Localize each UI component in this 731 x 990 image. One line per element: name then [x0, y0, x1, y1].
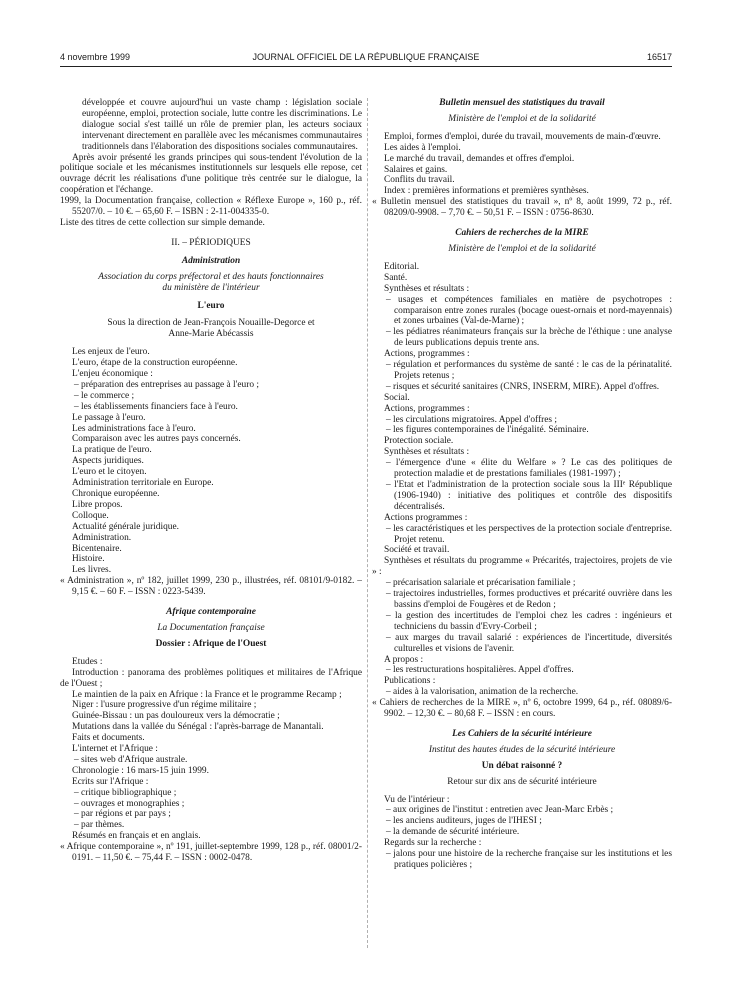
list-item: L'enjeu économique : — [72, 369, 153, 380]
list-item: Editorial. — [384, 261, 420, 272]
list-item: – par régions et par pays ; — [74, 809, 171, 820]
list-item: Regards sur la recherche : — [384, 838, 482, 849]
list-item: L'internet et l'Afrique : — [72, 744, 158, 755]
list-item: Publications : — [384, 676, 436, 687]
list-item: – les circulations migratoires. Appel d'offres ; — [386, 414, 558, 425]
list-item: – la gestion des incertitudes de l'emploi chez les cadres : ingénieurs et techniciens du bassin d'Evry-Corbeil ; — [386, 610, 672, 632]
list-item: Le marché du travail, demandes et offres d'emploi. — [384, 153, 575, 164]
list-item: – par thèmes. — [74, 820, 125, 831]
list-item: Faits et documents. — [72, 733, 145, 744]
list-item: Administration. — [72, 532, 132, 543]
section-heading: II. – PÉRIODIQUES — [171, 237, 251, 248]
list-item: – jalons pour une histoire de la recherche française sur les institutions et les pratiques policières ; — [386, 849, 672, 870]
list-item: Actions, programmes : — [384, 349, 470, 360]
list-item: Guinée-Bissau : un pas douloureux vers la démocratie ; — [72, 711, 280, 722]
list-item: – préparation des entreprises au passage à l'euro ; — [74, 379, 259, 390]
list-item: – risques et sécurité sanitaires (CNRS, INSERM, MIRE). Appel d'offres. — [386, 381, 660, 392]
list-item: Les administrations face à l'euro. — [72, 423, 196, 434]
securite-publisher: Institut des hautes études de la sécurité intérieure — [428, 744, 616, 755]
list-item: Les enjeux de l'euro. — [72, 347, 150, 358]
list-item: – aux origines de l'institut : entretien avec Jean-Marc Erbès ; — [386, 805, 614, 816]
list-item: Vu de l'intérieur : — [384, 794, 450, 805]
admin-title: L'euro — [197, 300, 225, 311]
list-item: A propos : — [384, 654, 424, 665]
list-item: Actions, programmes : — [384, 403, 470, 414]
afrique-contents — [60, 657, 362, 842]
header-date: 4 novembre 1999 — [60, 52, 131, 62]
list-item: L'euro et le citoyen. — [72, 467, 147, 478]
bulletin-publisher: Ministère de l'emploi et de la solidarité — [448, 113, 596, 124]
mire-publisher: Ministère de l'emploi et de la solidarité — [448, 243, 596, 254]
list-item: – régulation et performances du système de santé : le cas de la périnatalité. Projets retenus ; — [386, 360, 672, 381]
list-item: Protection sociale. — [384, 436, 454, 447]
list-item: – ouvrages et monographies ; — [74, 798, 185, 809]
list-item: Actualité générale juridique. — [72, 521, 179, 532]
list-item: Social. — [384, 392, 410, 403]
list-item: Mutations dans la vallée du Sénégal : l'après-barrage de Manantali. — [72, 722, 324, 733]
list-item: – les pédiatres réanimateurs français sur la brèche de l'éthique : une analyse de leurs publications depuis trente ans. — [386, 327, 672, 349]
list-item: – les restructurations hospitalières. Appel d'offres. — [386, 665, 574, 676]
left-column — [60, 98, 362, 864]
list-item: Histoire. — [72, 554, 105, 565]
bulletin-category: Bulletin mensuel des statistiques du travail — [439, 98, 605, 108]
securite-subtitle: Retour sur dix ans de sécurité intérieure — [447, 776, 597, 787]
mire-contents — [372, 262, 672, 698]
list-item: – l'Etat et l'administration de la protection sociale sous la IIIᵉ République (1906-1940) : initiative des politiques et contrôle des dispositifs décentralisés. — [386, 480, 672, 512]
list-item: Aspects juridiques. — [72, 456, 144, 467]
securite-category: Les Cahiers de la sécurité intérieure — [452, 728, 592, 739]
list-item: Administration territoriale en Europe. — [72, 478, 214, 489]
intro-list-note: Liste des titres de cette collection sur simple demande. — [60, 217, 265, 228]
list-item: – les figures contemporaines de l'inégalité. Séminaire. — [386, 425, 589, 436]
list-item: Salaires et gains. — [384, 164, 448, 175]
list-item: – les caractéristiques et les perspectives de la protection sociale d'entreprise. Projet retenu. — [386, 523, 672, 545]
column-divider — [367, 98, 368, 948]
intro-reference: 1999, la Documentation française, collection « Réflexe Europe », 160 p., réf. 55207/0. – 10 €. – 65,60 F. – ISBN : 2-11-004335-0. — [60, 196, 362, 218]
list-item: Comparaison avec les autres pays concernés. — [72, 434, 241, 445]
list-item: Actions programmes : — [384, 512, 468, 523]
bulletin-contents — [372, 132, 672, 197]
list-item: Conflits du travail. — [384, 175, 455, 186]
list-item: Ecrits sur l'Afrique : — [72, 776, 149, 787]
list-item: Les aides à l'emploi. — [384, 142, 461, 153]
page-header — [60, 52, 672, 67]
securite-title: Un débat raisonné ? — [481, 760, 563, 771]
mire-category: Cahiers de recherches de la MIRE — [455, 228, 589, 239]
admin-category: Administration — [181, 255, 241, 266]
list-item: Chronique européenne. — [72, 489, 160, 499]
admin-direction: Sous la direction de Jean-François Nouaille-Degorce et Anne-Marie Abécassis — [107, 318, 315, 340]
list-item: La pratique de l'euro. — [72, 445, 152, 456]
list-item: Le maintien de la paix en Afrique : la France et le programme Recamp ; — [72, 689, 342, 700]
list-item: – sites web d'Afrique australe. — [74, 754, 188, 765]
list-item: L'euro, étape de la construction européenne. — [72, 358, 238, 369]
list-item: Société et travail. — [384, 545, 450, 556]
mire-reference: « Cahiers de recherches de la MIRE », nº 6, octobre 1999, 64 p., réf. 08089/6-9902. – 12,30 €. – 80,68 F. – ISSN : en cours. — [372, 698, 672, 720]
afrique-title: Dossier : Afrique de l'Ouest — [155, 638, 267, 649]
list-item: Libre propos. — [72, 499, 123, 510]
list-item: Bicentenaire. — [72, 543, 122, 554]
list-item: – l'émergence d'une « élite du Welfare » ? Le cas des politiques de protection maladie et de prestations familiales (1981-1997) ; — [386, 458, 672, 480]
afrique-publisher: La Documentation française — [157, 622, 265, 633]
admin-publisher: Association du corps préfectoral et des hauts fonctionnaires du ministère de l'intérieur — [98, 271, 324, 293]
list-item: Colloque. — [72, 510, 109, 521]
list-item: Introduction : panorama des problèmes politiques et militaires de l'Afrique de l'Ouest ; — [60, 667, 362, 689]
intro-paragraph: développée et couvre aujourd'hui un vaste champ : législation sociale européenne, emploi, protection sociale, lutte contre les discriminations. Le dialogue social s'est taillé un rôle de premier plan, les acteurs sociaux intervenant directement en parallèle avec les mécanismes communautaires traditionnels dans l'élaboration des dispositions sociales communautaires. — [82, 98, 362, 152]
list-item: Le passage à l'euro. — [72, 412, 146, 423]
list-item: Santé. — [384, 272, 408, 283]
admin-reference: « Administration », nº 182, juillet 1999, 230 p., illustrées, réf. 08101/9-0182. – 9,15 €. – 60 F. – ISSN : 0223-5439. — [60, 576, 362, 598]
bulletin-reference: « Bulletin mensuel des statistiques du travail », nº 8, août 1999, 72 p., réf. 08209/0-9908. – 7,70 €. – 50,51 F. – ISSN : 0756-8630. — [372, 197, 672, 219]
list-item: – aides à la valorisation, animation de la recherche. — [386, 687, 579, 698]
list-item: Index : premières informations et premières synthèses. — [384, 186, 589, 197]
list-item: Emploi, formes d'emploi, durée du travail, mouvements de main-d'œuvre. — [384, 131, 661, 142]
admin-contents — [60, 347, 362, 576]
header-page-number: 16517 — [646, 52, 672, 62]
securite-contents — [372, 795, 672, 871]
list-item: – le commerce ; — [74, 390, 135, 401]
list-item: – la demande de sécurité intérieure. — [386, 827, 520, 838]
header-title: JOURNAL OFFICIEL DE LA RÉPUBLIQUE FRANÇAISE — [252, 52, 480, 62]
list-item: Résumés en français et en anglais. — [72, 831, 201, 842]
list-item: Les livres. — [72, 565, 112, 576]
list-item: – trajectoires industrielles, formes productives et précarité ouvrière dans les bassins d'emploi de Fougères et de Redon ; — [386, 589, 672, 610]
list-item: Synthèses et résultats : — [384, 283, 470, 294]
list-item: – les établissements financiers face à l'euro. — [74, 401, 238, 412]
intro-paragraph-2: Après avoir présenté les grands principes qui sous-tendent l'évolution de la politique sociale et les mécanismes institutionnels sur lesquels elle repose, cet ouvrage décrit les réalisations d'une politique très centrée sur le dialogue, la coopération et l'échange. — [60, 152, 362, 196]
list-item: – usages et compétences familiales en matière de psychotropes : comparaison entre zones rurales (bocage ouest-ornais et nord-mayennais) et zones urbaines (Val-de-Marne) ; — [386, 294, 672, 327]
afrique-reference: « Afrique contemporaine », nº 191, juillet-septembre 1999, 128 p., réf. 08001/2-0191. – 11,50 €. – 75,44 F. – ISSN : 0002-0478. — [60, 842, 362, 864]
afrique-category: Afrique contemporaine — [166, 607, 256, 618]
right-column — [372, 98, 672, 871]
list-item: Niger : l'usure progressive d'un régime militaire ; — [72, 700, 257, 711]
list-item: – précarisation salariale et précarisation familiale ; — [386, 578, 576, 589]
list-item: Synthèses et résultats : — [384, 447, 470, 458]
list-item: – aux marges du travail salarié : expériences de l'incertitude, diversités culturelles et visions de l'avenir. — [386, 632, 672, 654]
list-item: – les anciens auditeurs, juges de l'IHESI ; — [386, 816, 542, 827]
list-item: Etudes : — [72, 656, 103, 667]
list-item: – critique bibliographique ; — [74, 787, 177, 798]
list-item: Synthèses et résultats du programme « Précarités, trajectoires, projets de vie » : — [372, 556, 672, 578]
list-item: Chronologie : 16 mars-15 juin 1999. — [72, 765, 209, 776]
